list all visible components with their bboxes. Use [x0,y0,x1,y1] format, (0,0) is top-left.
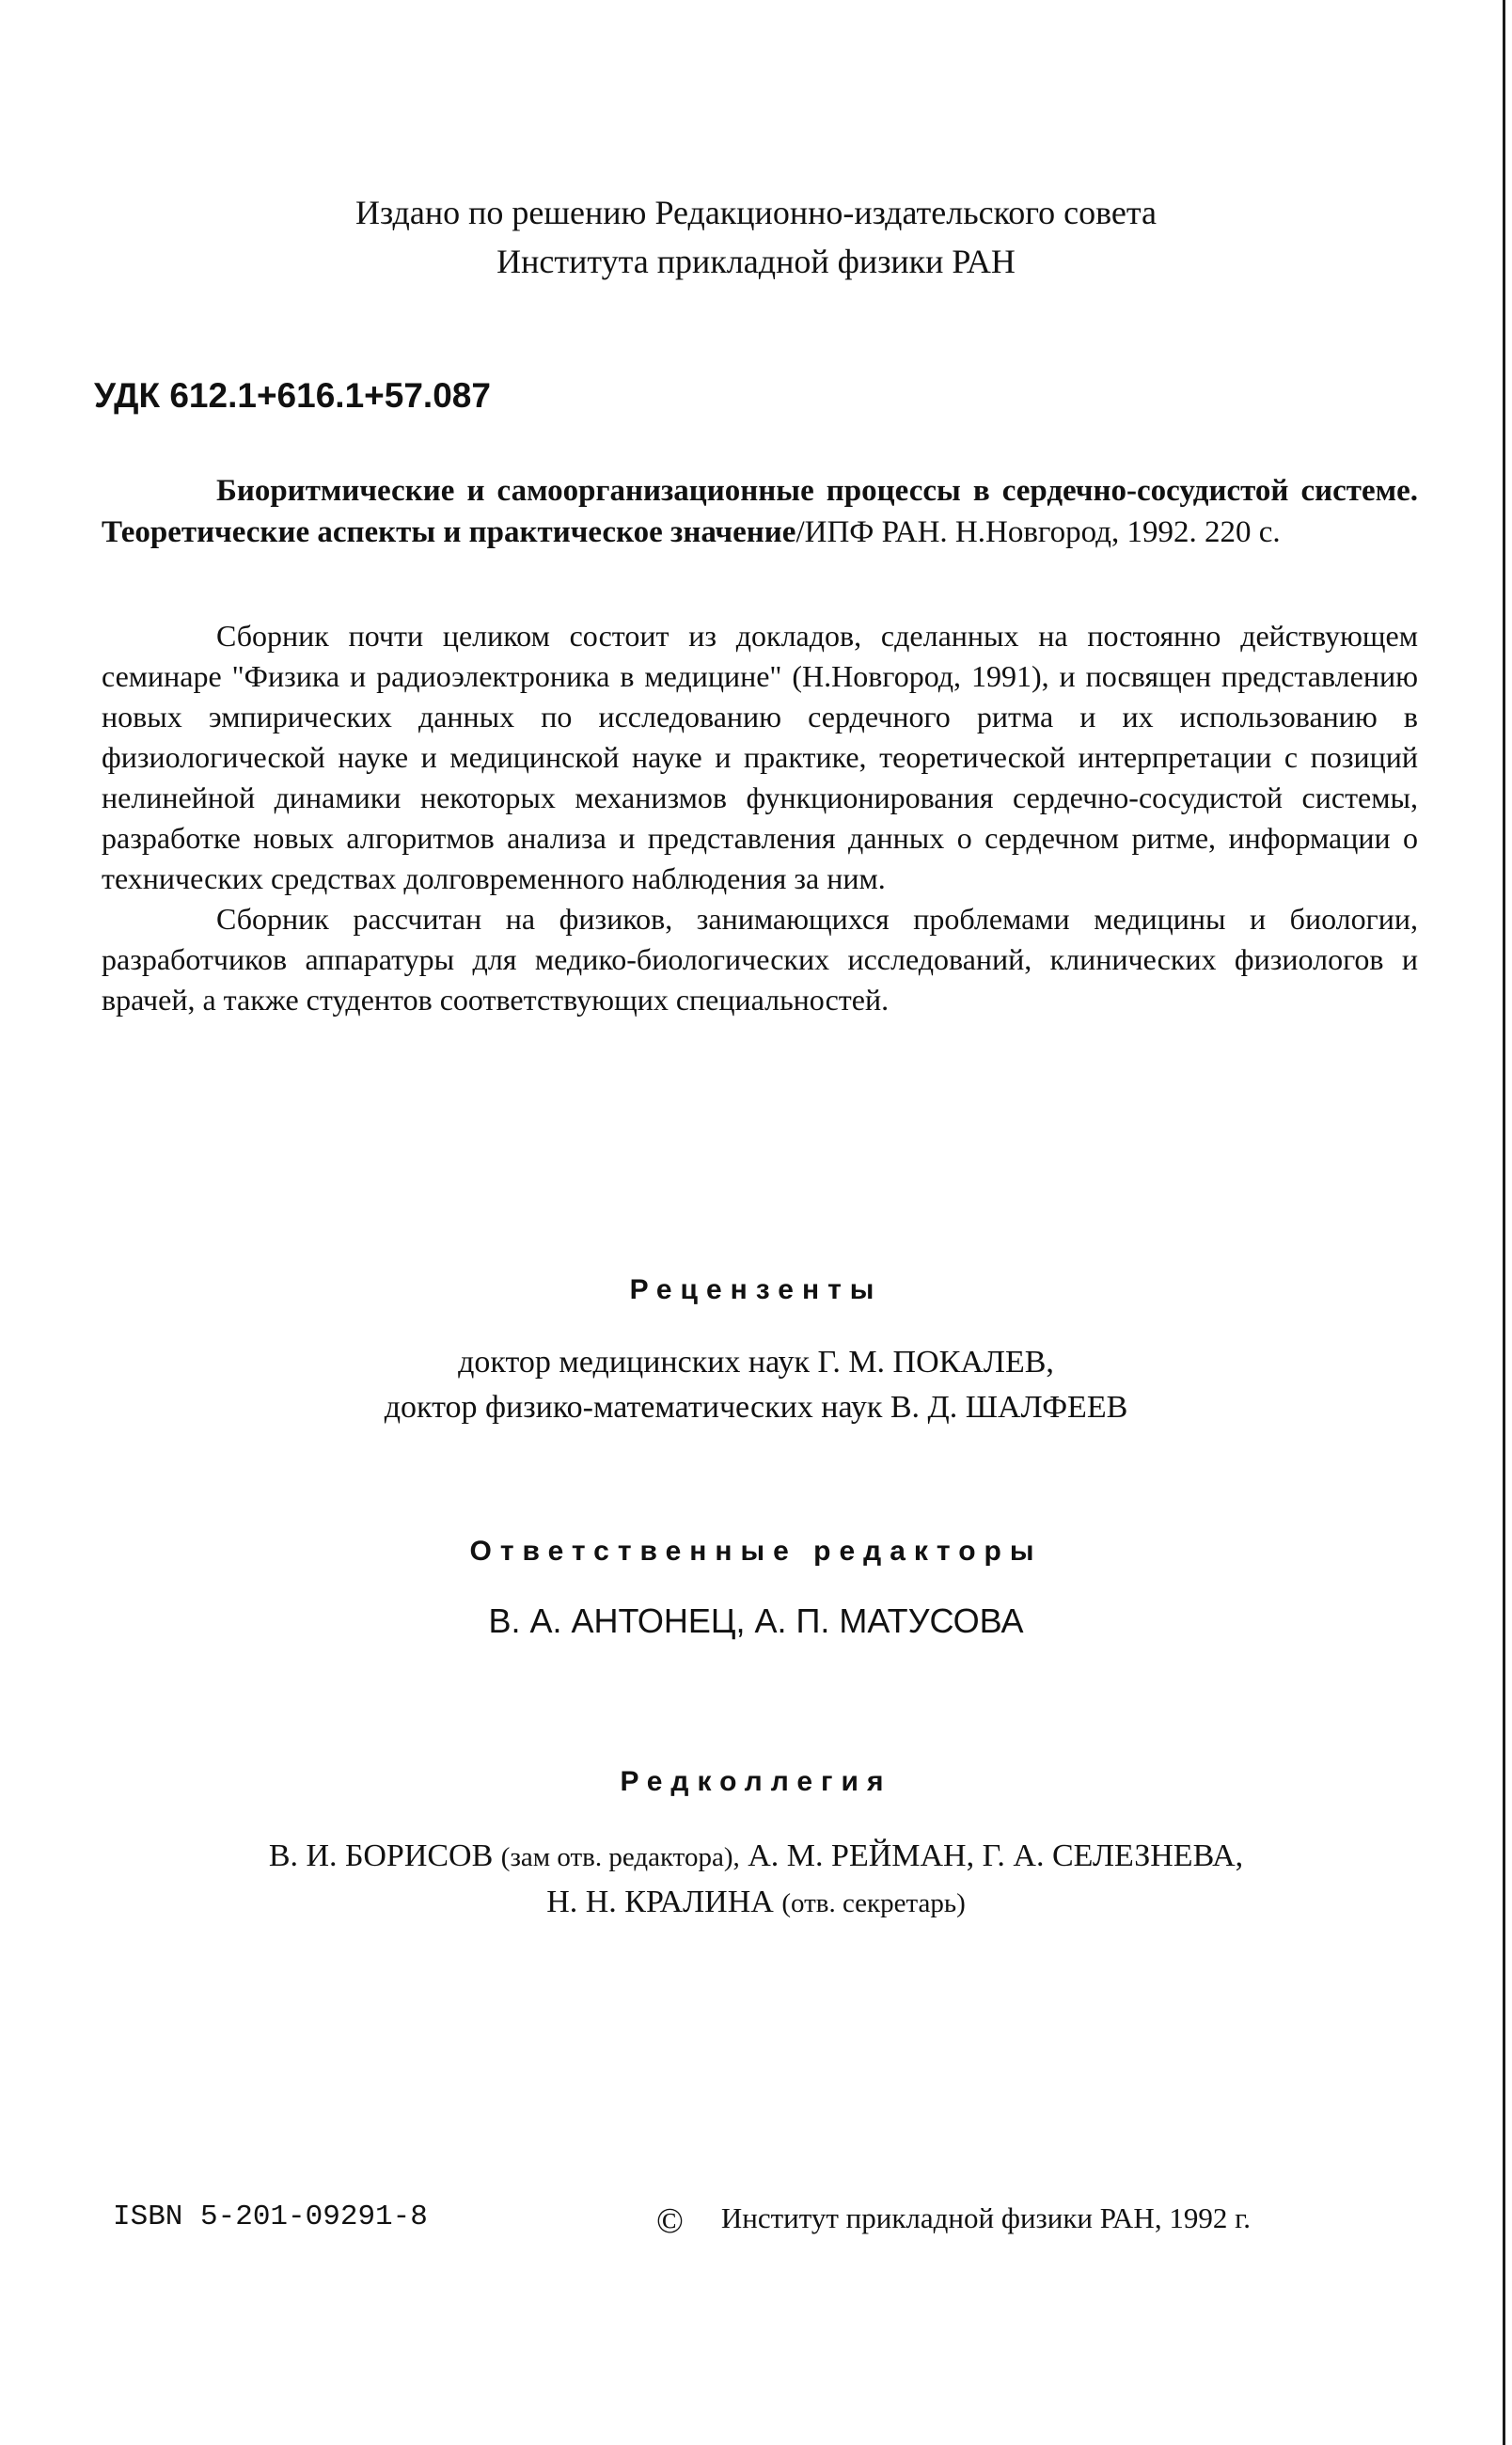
copyright-text: Институт прикладной физики РАН, 1992 г. [720,2201,1252,2235]
publisher-note [0,188,1512,286]
editors-names: В. А. АНТОНЕЦ, А. П. МАТУСОВА [488,1601,1024,1640]
board-members [0,1834,1512,1926]
copyright-icon: © [656,2201,684,2241]
reviewers-heading: Рецензенты [629,1274,883,1305]
udk-code: УДК 612.1+616.1+57.087 [94,376,491,415]
copyright-notice [656,2200,1251,2242]
board-line-2 [0,1880,1512,1926]
page-edge-line [1503,0,1505,2445]
board-heading: Редколлегия [620,1766,892,1797]
bibliographic-title: Биоритмические и самоорганизационные процессы в сердечно-сосудистой системе. Теоретические аспекты и практическое значение [102,474,1418,549]
abstract-paragraph-1: Сборник почти целиком состоит из докладов, сделанных на постоянно действующем семинаре "Физика и радиоэлектроника в медицине" (Н.Новгород, 1991), и посвящен представлению новых эмпирических данных по исследованию сердечного ритма и их использованию в физиологической науке и медицинской науке и практике, теоретической интерпретации с позиций нелинейной динамики некоторых механизмов функционирования сердечно-сосудистой системы, разработке новых алгоритмов анализа и представления данных о сердечном ритме, информации о технических средствах долговременного наблюдения за ним. [102,619,1418,895]
abstract [102,616,1418,1020]
board-member-borisov-role: (зам отв. редактора), [500,1842,740,1872]
board-member-borisov: В. И. БОРИСОВ [268,1838,494,1873]
board-members-rest: А. М. РЕЙМАН, Г. А. СЕЛЕЗНЕВА, [748,1838,1244,1873]
bibliographic-entry [102,470,1418,553]
publisher-note-line2: Института прикладной физики РАН [496,243,1016,280]
reviewer-1: доктор медицинских наук Г. М. ПОКАЛЕВ, [458,1345,1054,1380]
editors-heading: Ответственные редакторы [469,1536,1043,1567]
bibliographic-details: /ИПФ РАН. Н.Новгород, 1992. 220 с. [795,515,1281,549]
reviewers-list [0,1340,1512,1430]
reviewer-2: доктор физико-математических наук В. Д. ШАЛФЕЕВ [384,1390,1128,1425]
isbn: ISBN 5-201-09291-8 [113,2200,428,2233]
board-line-1 [0,1834,1512,1880]
abstract-paragraph-2: Сборник рассчитан на физиков, занимающихся проблемами медицины и биологии, разработчиков аппаратуры для медико-биологических исследований, клинических физиологов и врачей, а также студентов соответствующих специальностей. [102,902,1418,1017]
board-member-kralina: Н. Н. КРАЛИНА [546,1885,774,1919]
board-member-kralina-role: (отв. секретарь) [781,1888,966,1918]
publisher-note-line1: Издано по решению Редакционно-издательского совета [354,194,1158,231]
